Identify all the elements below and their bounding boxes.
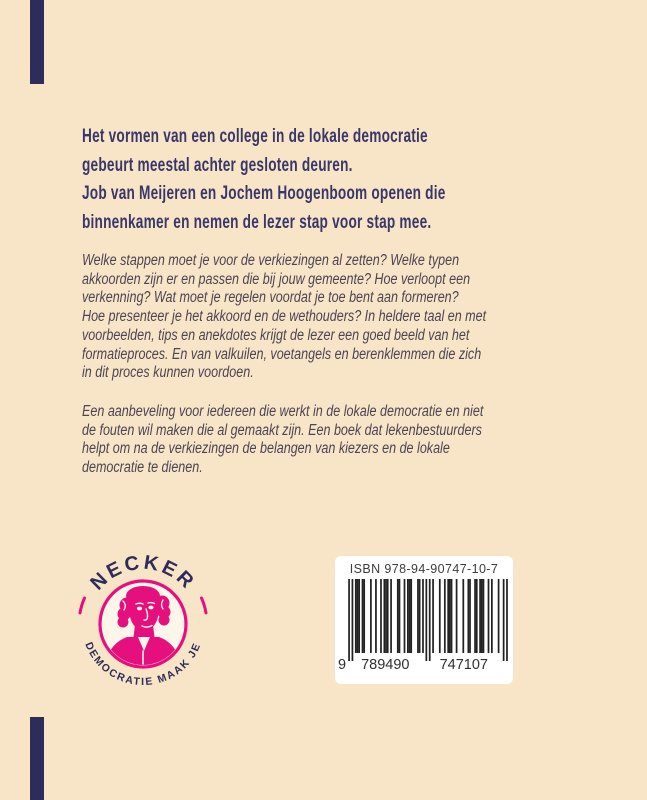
barcode-digits: [335, 657, 513, 673]
isbn-label: ISBN 978-94-90747-10-7: [349, 562, 499, 576]
blurb-paragraph-1: Welke stappen moet je voor de verkiezingen al zetten? Welke typen akkoorden zijn er en passen die bij jouw gemeente? Hoe verloopt een verkenning? Wat moet je regelen voordat je toe bent aan formeren? Hoe presenteer je het akkoord en de wethouders? In heldere taal en met voorbeelden, tips en anekdotes krijgt de lezer een goed beeld van het formatieproces. En van valkuilen, voetangels en berenklemmen die zich in dit proces kunnen voordoen.: [82, 252, 487, 382]
ean-digit-group: 789490: [361, 657, 410, 673]
barcode-bars-icon: [348, 579, 508, 661]
spine-edge-top: [30, 0, 44, 84]
spine-edge-bottom: [30, 717, 44, 800]
logo-right-dash-icon: [202, 598, 207, 613]
ean-digit-group: 9: [338, 657, 347, 673]
blurb-paragraph-2: Een aanbeveling voor iedereen die werkt in de lokale democratie en niet de fouten wil maken die al gemaakt zijn. Een boek dat lekenbestuurders helpt om na de verkiezingen de belangen van kiezers en de lokale democratie te dienen.: [82, 403, 484, 477]
cover-heading: Het vormen van een college in de lokale democratie gebeurt meestal achter gesloten deuren. Job van Meijeren en Jochem Hoogenboom openen die binnenkamer en nemen de lezer stap voor stap mee.: [82, 125, 446, 233]
ean-digit-group: 747107: [439, 657, 488, 673]
isbn-barcode-panel: [335, 556, 513, 684]
logo-brand-text: NECKER: [86, 551, 200, 595]
logo-tagline-text: DEMOCRATIE MAAK JE: [82, 640, 204, 689]
logo-left-dash-icon: [80, 598, 85, 613]
necker-logo: [68, 542, 218, 700]
